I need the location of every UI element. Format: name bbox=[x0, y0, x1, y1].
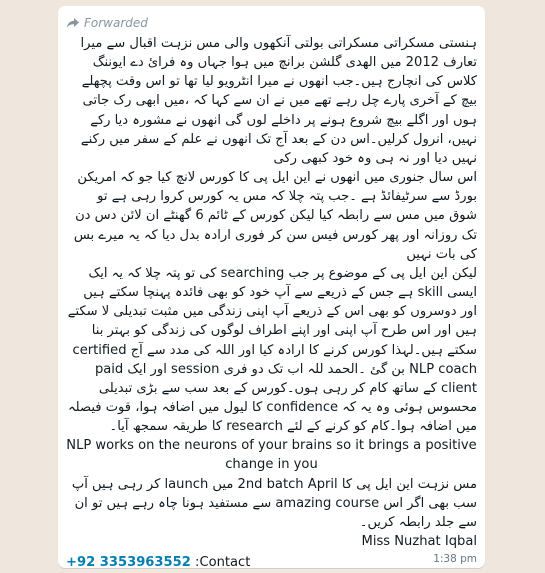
signature: Miss Nuzhat Iqbal bbox=[361, 534, 477, 550]
message-paragraph-2: اس سال جنوری میں انھوں نے این ایل پی کا کورس لانچ کیا جو کہ امریکن بورڈ سے سرٹیفائڈ ہے ۔جب پتہ چلا کہ مس یہ کورس کروا رہی ہے تو شوق میں مس سے رابطہ کیا لیکن کورس کے ٹائم 6 گھنٹے ان لائن دس دن تک روزانہ اور پھر کورس فیس سن کر فوری ارادہ بدل دیا کہ یہ میرے بس کی بات نہیں bbox=[73, 170, 477, 262]
message-paragraph-1: ہنستی مسکراتی مسکراتی بولتی آنکھوں والی مس نزہت اقبال سے میرا تعارف 2012 میں الھدی گلشن برانچ میں ہوا جہاں وہ فرائ دے ایوننگ کلاس کی انچارج ہیں۔جب انھوں نے میرا انٹرویو لیا تھا تو اس وقت پچھلے بیچ کے آخری پارے چل رہے تھے میں نے ان سے کہا کہ ،میں ابھی رک جاتی ہوں اور اگلے بیچ شروع ہونے پر داخلے لوں گی انھوں نے مشورہ دیا رکے نہیں، انرول کرلیں۔اس دن کے بعد آج تک انھوں نے علم کے سفر میں رکنے نہیں دیا اور نہ ہی وہ خود کبھی رکی bbox=[80, 36, 477, 166]
message-closing-paragraph: مس نزہت این ایل پی کا 2nd batch April میں launch کر رہی ہیں آپ سب بھی اگر اس amazing course سے مستفید ہونا چاہ رہے ہیں تو ان سے جلد رابطہ کریں۔ bbox=[71, 476, 477, 530]
forwarded-label: Forwarded bbox=[84, 16, 148, 30]
message-timestamp: 1:38 pm bbox=[433, 553, 477, 565]
forward-arrow-icon bbox=[66, 17, 80, 29]
message-body bbox=[66, 34, 477, 551]
english-sentence: NLP works on the neurons of your brains so it brings a positive change in you bbox=[66, 438, 477, 473]
forwarded-indicator bbox=[66, 14, 477, 32]
phone-number-link[interactable]: +92 3353963552 bbox=[66, 555, 191, 571]
contact-label: :Contact bbox=[195, 555, 251, 571]
message-bubble[interactable] bbox=[58, 6, 485, 571]
message-paragraph-3: لیکن این ایل پی کے موضوع پر جب searching کی تو پتہ چلا کہ یہ ایک ایسی skill ہے جس کے ذریعے سے آپ خود کو بھی فائدہ پہنچا سکتے ہیں اور دوسروں کو بھی اس کے ذریعے آپ اپنی زندگی میں مثبت تبدیلی لا سکتے ہیں اور اس طرح آپ اپنی اور اپنے اطراف لوگوں کی زندگی کو بہتر بنا سکتے ہیں۔لہذا کورس کرنے کا ارادہ کیا اور اللہ کی مدد سے آج certified NLP coach بن گئ ۔الحمد للہ اب تک دو فری session اور ایک paid client کے ساتھ کام کر رہی ہوں۔کورس کے بعد سب سے بڑی تبدیلی محسوس ہوئی وہ یہ کہ confidence کا لیول میں اضافہ ہوا، قوت فیصلہ میں اضافہ ہوا۔کام کو کرنے کے لئے research کا طریقہ سمجھ آیا۔ bbox=[67, 265, 477, 435]
contact-line bbox=[66, 553, 477, 572]
